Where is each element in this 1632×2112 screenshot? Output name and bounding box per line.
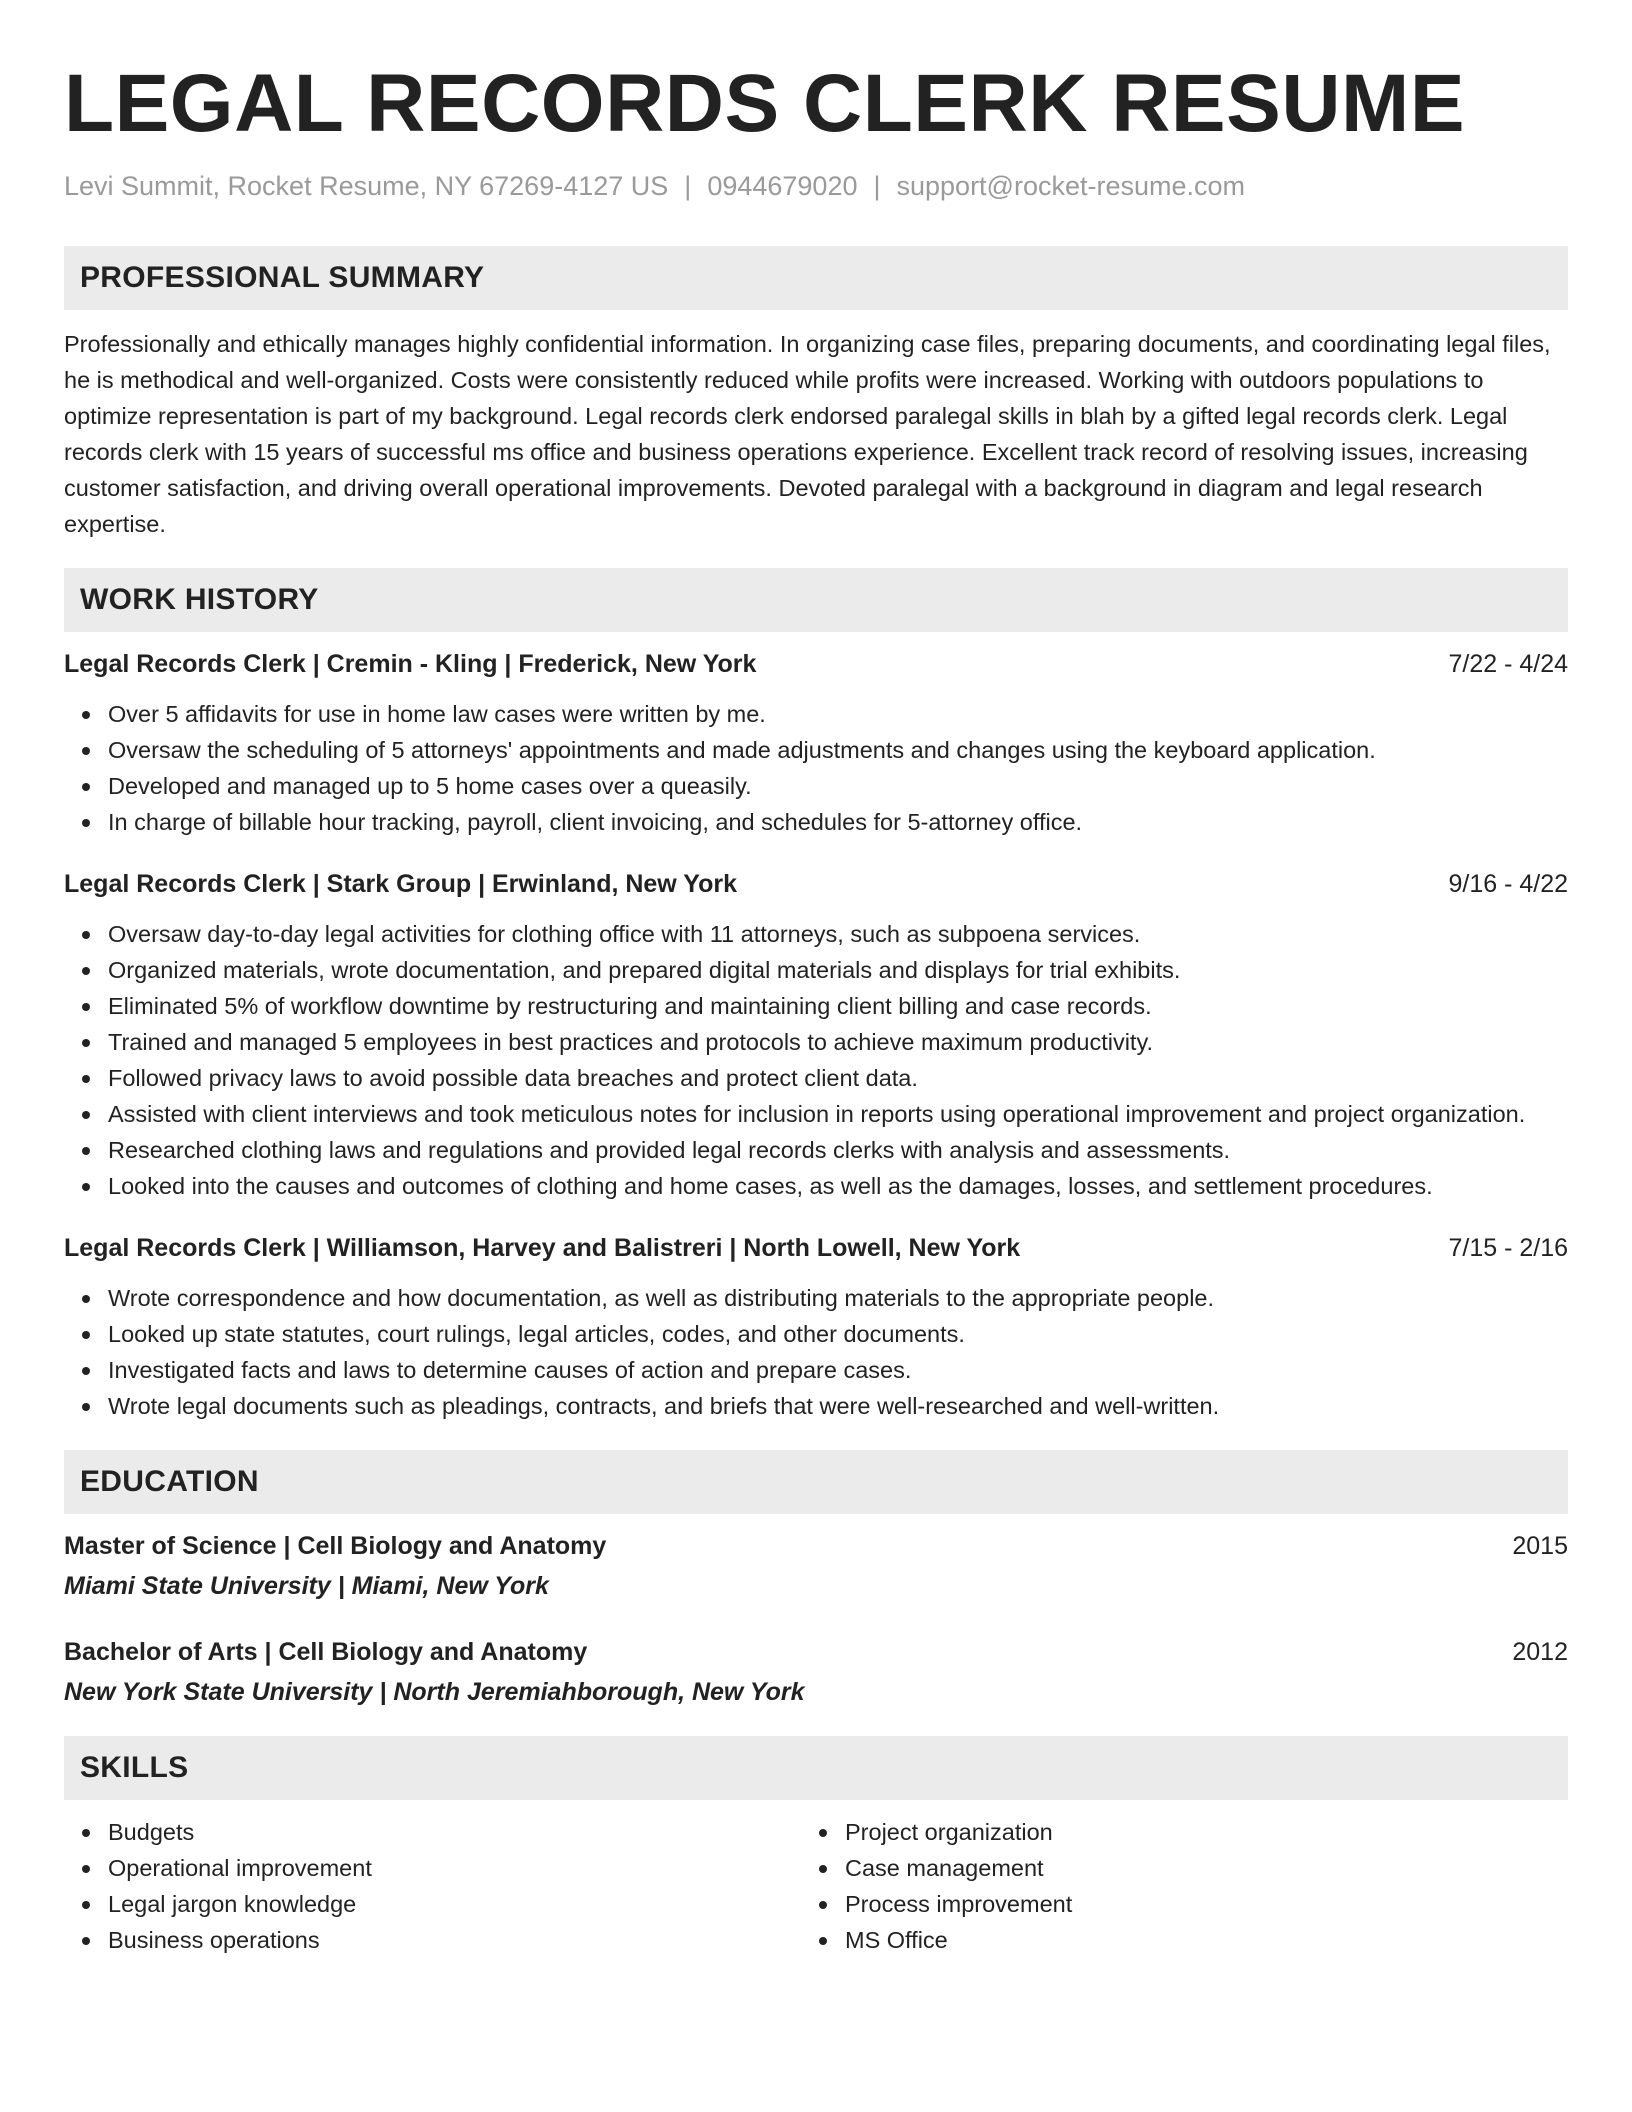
contact-separator: | [684, 171, 692, 201]
job-bullet: Oversaw the scheduling of 5 attorneys' appointments and made adjustments and changes using the keyboard application. [108, 732, 1568, 768]
job-bullets [64, 696, 1568, 840]
job-bullet: Trained and managed 5 employees in best practices and protocols to achieve maximum productivity. [108, 1024, 1568, 1060]
job-entry [64, 646, 1568, 840]
skill-item: Project organization [845, 1814, 1538, 1850]
contact-email: support@rocket-resume.com [896, 171, 1246, 201]
job-bullet: Researched clothing laws and regulations and provided legal records clerks with analysis and assessments. [108, 1132, 1568, 1168]
job-title: Legal Records Clerk | Cremin - Kling | Frederick, New York [64, 650, 757, 678]
job-header [64, 866, 1568, 902]
job-bullet: Followed privacy laws to avoid possible data breaches and protect client data. [108, 1060, 1568, 1096]
job-bullet: Eliminated 5% of workflow downtime by restructuring and maintaining client billing and case records. [108, 988, 1568, 1024]
job-dates: 9/16 - 4/22 [1448, 870, 1568, 898]
job-bullet: Wrote legal documents such as pleadings, contracts, and briefs that were well-researched and well-written. [108, 1388, 1568, 1424]
education-header [64, 1634, 1568, 1670]
education-school: Miami State University | Miami, New York [64, 1572, 549, 1600]
education-school: New York State University | North Jeremiahborough, New York [64, 1678, 805, 1706]
skill-item: Budgets [108, 1814, 801, 1850]
job-dates: 7/15 - 2/16 [1448, 1234, 1568, 1262]
skill-item: Legal jargon knowledge [108, 1886, 801, 1922]
education-degree: Master of Science | Cell Biology and Anatomy [64, 1532, 607, 1560]
skills-column-right [801, 1814, 1538, 1958]
contact-phone: 0944679020 [707, 171, 858, 201]
job-dates: 7/22 - 4/24 [1448, 650, 1568, 678]
job-bullet: In charge of billable hour tracking, payroll, client invoicing, and schedules for 5-attorney office. [108, 804, 1568, 840]
education-header [64, 1528, 1568, 1564]
skill-item: Business operations [108, 1922, 801, 1958]
skill-item: Operational improvement [108, 1850, 801, 1886]
section-header-summary: PROFESSIONAL SUMMARY [64, 246, 1568, 310]
job-bullet: Developed and managed up to 5 home cases over a queasily. [108, 768, 1568, 804]
skills-column-left [64, 1814, 801, 1958]
skills-grid [64, 1814, 1568, 1958]
education-degree: Bachelor of Arts | Cell Biology and Anatomy [64, 1638, 588, 1666]
skill-item: MS Office [845, 1922, 1538, 1958]
skill-item: Process improvement [845, 1886, 1538, 1922]
job-bullet: Wrote correspondence and how documentation, as well as distributing materials to the appropriate people. [108, 1280, 1568, 1316]
job-bullets [64, 916, 1568, 1204]
job-bullet: Assisted with client interviews and took meticulous notes for inclusion in reports using operational improvement and project organization. [108, 1096, 1568, 1132]
section-header-skills: SKILLS [64, 1736, 1568, 1800]
education-entry [64, 1634, 1568, 1710]
resume-title: LEGAL RECORDS CLERK RESUME [64, 58, 1466, 149]
job-header [64, 1230, 1568, 1266]
contact-separator: | [873, 171, 881, 201]
job-bullet: Looked into the causes and outcomes of clothing and home cases, as well as the damages, losses, and settlement procedures. [108, 1168, 1568, 1204]
job-entry [64, 866, 1568, 1204]
section-header-work-history: WORK HISTORY [64, 568, 1568, 632]
education-entry [64, 1528, 1568, 1604]
job-title: Legal Records Clerk | Stark Group | Erwinland, New York [64, 870, 737, 898]
job-bullet: Oversaw day-to-day legal activities for clothing office with 11 attorneys, such as subpoena services. [108, 916, 1568, 952]
education-year: 2015 [1512, 1532, 1568, 1560]
contact-address: Levi Summit, Rocket Resume, NY 67269-4127 US [64, 171, 669, 201]
job-title: Legal Records Clerk | Williamson, Harvey and Balistreri | North Lowell, New York [64, 1234, 1021, 1262]
job-bullets [64, 1280, 1568, 1424]
job-bullet: Over 5 affidavits for use in home law cases were written by me. [108, 696, 1568, 732]
job-bullet: Investigated facts and laws to determine causes of action and prepare cases. [108, 1352, 1568, 1388]
summary-text: Professionally and ethically manages highly confidential information. In organizing case files, preparing documents, and coordinating legal files, he is methodical and well-organized. Costs were consistently reduced while profits were increased. Working with outdoors populations to optimize representation is part of my background. Legal records clerk endorsed paralegal skills in blah by a gifted legal records clerk. Legal records clerk with 15 years of successful ms office and business operations experience. Excellent track record of resolving issues, increasing customer satisfaction, and driving overall operational improvements. Devoted paralegal with a background in diagram and legal research expertise. [64, 331, 1551, 537]
skills-list [801, 1814, 1538, 1958]
skill-item: Case management [845, 1850, 1538, 1886]
contact-line [64, 168, 1568, 204]
education-year: 2012 [1512, 1638, 1568, 1666]
job-bullet: Looked up state statutes, court rulings, legal articles, codes, and other documents. [108, 1316, 1568, 1352]
section-header-education: EDUCATION [64, 1450, 1568, 1514]
job-header [64, 646, 1568, 682]
job-bullet: Organized materials, wrote documentation, and prepared digital materials and displays for trial exhibits. [108, 952, 1568, 988]
job-entry [64, 1230, 1568, 1424]
skills-list [64, 1814, 801, 1958]
